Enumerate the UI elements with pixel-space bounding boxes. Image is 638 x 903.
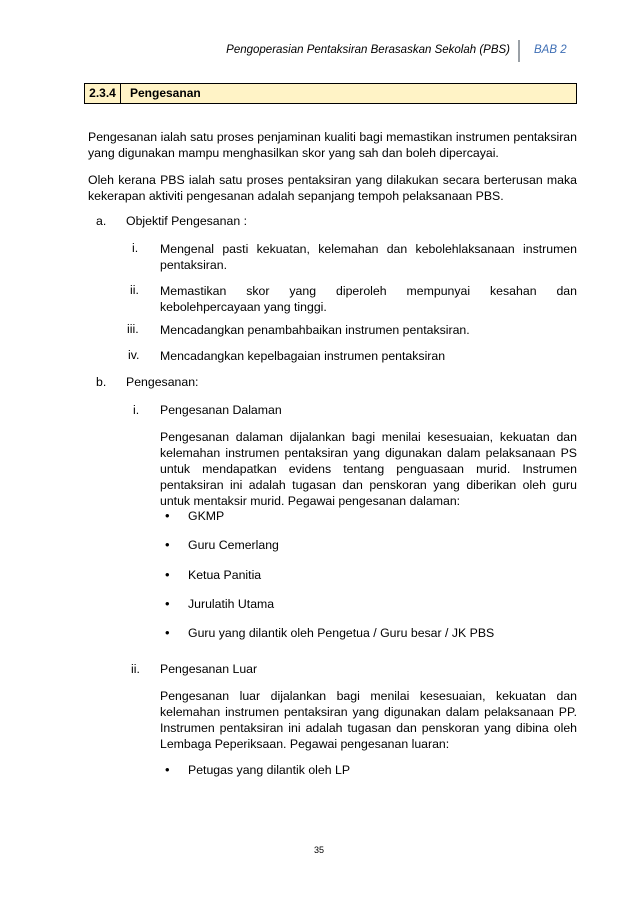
bullet-item: Jurulatih Utama bbox=[188, 597, 275, 611]
list-marker: a. bbox=[96, 214, 107, 228]
section-title: Pengesanan bbox=[130, 86, 201, 100]
bullet-icon: • bbox=[165, 762, 170, 777]
intro-paragraph: Pengesanan ialah satu proses penjaminan kualiti bagi memastikan instrumen pentaksiran yang digunakan mampu menghasilkan skor yang sah dan boleh dipercayai. bbox=[88, 130, 577, 160]
chapter-label: BAB 2 bbox=[534, 44, 567, 56]
list-title: Objektif Pengesanan : bbox=[126, 214, 247, 228]
list-marker: b. bbox=[96, 375, 107, 389]
item-marker: ii. bbox=[131, 662, 140, 676]
subsection-paragraph: Pengesanan luar dijalankan bagi menilai kesesuaian, kekuatan dan kelemahan instrumen pentaksiran yang digunakan dalam pelaksanaan PP. Instrumen pentaksiran ini adalah tugasan dan penskoran yang dibina oleh Lembaga Peperiksaan. Pegawai pengesanan luaran: bbox=[160, 689, 577, 751]
list-title: Pengesanan: bbox=[126, 375, 199, 389]
subsection-title: Pengesanan Luar bbox=[160, 662, 258, 676]
bullet-icon: • bbox=[165, 537, 170, 552]
list-item: Mencadangkan penambahbaikan instrumen pentaksiran. bbox=[160, 323, 470, 337]
item-marker: i. bbox=[132, 241, 139, 255]
bullet-icon: • bbox=[165, 625, 170, 640]
bullet-icon: • bbox=[165, 508, 170, 523]
header-divider bbox=[518, 40, 520, 62]
item-marker: ii. bbox=[130, 283, 139, 297]
running-header-title: Pengoperasian Pentaksiran Berasaskan Sekolah (PBS) bbox=[226, 44, 510, 56]
list-item: Mengenal pasti kekuatan, kelemahan dan kebolehlaksanaan instrumen pentaksiran. bbox=[160, 242, 577, 272]
list-item: Memastikan skor yang diperoleh mempunyai kesahan dan kebolehpercayaan yang tinggi. bbox=[160, 284, 577, 314]
bullet-item: Ketua Panitia bbox=[188, 568, 262, 582]
subsection-title: Pengesanan Dalaman bbox=[160, 403, 282, 417]
item-marker: iii. bbox=[127, 322, 139, 336]
subsection-paragraph: Pengesanan dalaman dijalankan bagi menilai kesesuaian, kekuatan dan kelemahan instrumen pentaksiran yang digunakan dalam pelaksanaan PS untuk mendapatkan evidens tentang penguasaan murid. Instrumen pentaksiran ini adalah tugasan dan penskoran yang diberikan oleh guru untuk mentaksir murid. Pegawai pengesanan dalaman: bbox=[160, 430, 577, 508]
bullet-item: Guru yang dilantik oleh Pengetua / Guru besar / JK PBS bbox=[188, 626, 495, 640]
bullet-item: Petugas yang dilantik oleh LP bbox=[188, 763, 351, 777]
page-number: 35 bbox=[313, 845, 324, 855]
bullet-item: Guru Cemerlang bbox=[188, 538, 279, 552]
bullet-item: GKMP bbox=[188, 509, 225, 523]
list-item: Mencadangkan kepelbagaian instrumen pentaksiran bbox=[160, 349, 446, 363]
section-heading-box bbox=[84, 83, 577, 104]
intro-paragraph: Oleh kerana PBS ialah satu proses pentaksiran yang dilakukan secara berterusan maka kekerapan aktiviti pengesanan adalah sepanjang tempoh pelaksanaan PBS. bbox=[88, 173, 577, 203]
section-number: 2.3.4 bbox=[85, 84, 121, 103]
item-marker: i. bbox=[133, 403, 140, 417]
item-marker: iv. bbox=[128, 348, 140, 362]
bullet-icon: • bbox=[165, 567, 170, 582]
bullet-icon: • bbox=[165, 596, 170, 611]
